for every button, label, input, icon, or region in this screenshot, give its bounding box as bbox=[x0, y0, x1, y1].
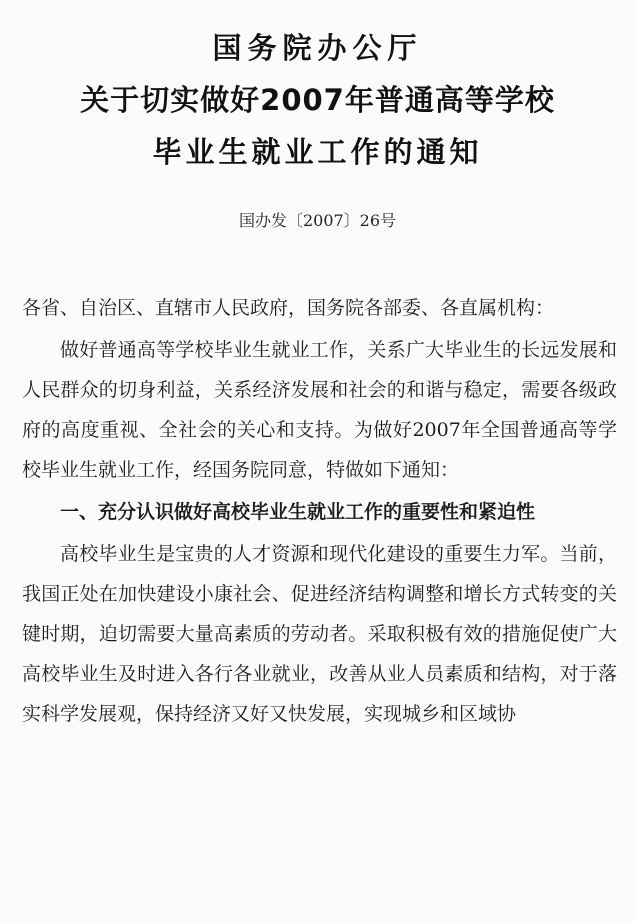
title-line-3: 毕业生就业工作的通知 bbox=[152, 135, 483, 169]
salutation: 各省、自治区、直辖市人民政府，国务院各部委、各直属机构： bbox=[22, 297, 555, 319]
document-number: 国办发〔2007〕26号 bbox=[238, 211, 397, 230]
paragraph-1: 做好普通高等学校毕业生就业工作，关系广大毕业生的长远发展和人民群众的切身利益，关系经济发展和社会的和谐与稳定，需要各级政府的高度重视、全社会的关心和支持。为做好2007年全国普通高等学校毕业生就业工作，经国务院同意，特做如下通知： bbox=[22, 339, 617, 481]
paragraph-2: 高校毕业生是宝贵的人才资源和现代化建设的重要生力军。当前，我国正处在加快建设小康社会、促进经济结构调整和增长方式转变的关键时期，迫切需要大量高素质的劳动者。采取积极有效的措施促使广大高校毕业生及时进入各行各业就业，改善从业人员素质和结构，对于落实科学发展观，保持经济又好又快发展，实现城乡和区域协 bbox=[22, 543, 617, 725]
issuer-title: 国务院办公厅 bbox=[212, 31, 423, 65]
document-body bbox=[22, 288, 617, 734]
section-1-heading: 一、充分认识做好高校毕业生就业工作的重要性和紧迫性 bbox=[60, 501, 536, 523]
title-line-2: 关于切实做好2007年普通高等学校 bbox=[80, 83, 555, 117]
